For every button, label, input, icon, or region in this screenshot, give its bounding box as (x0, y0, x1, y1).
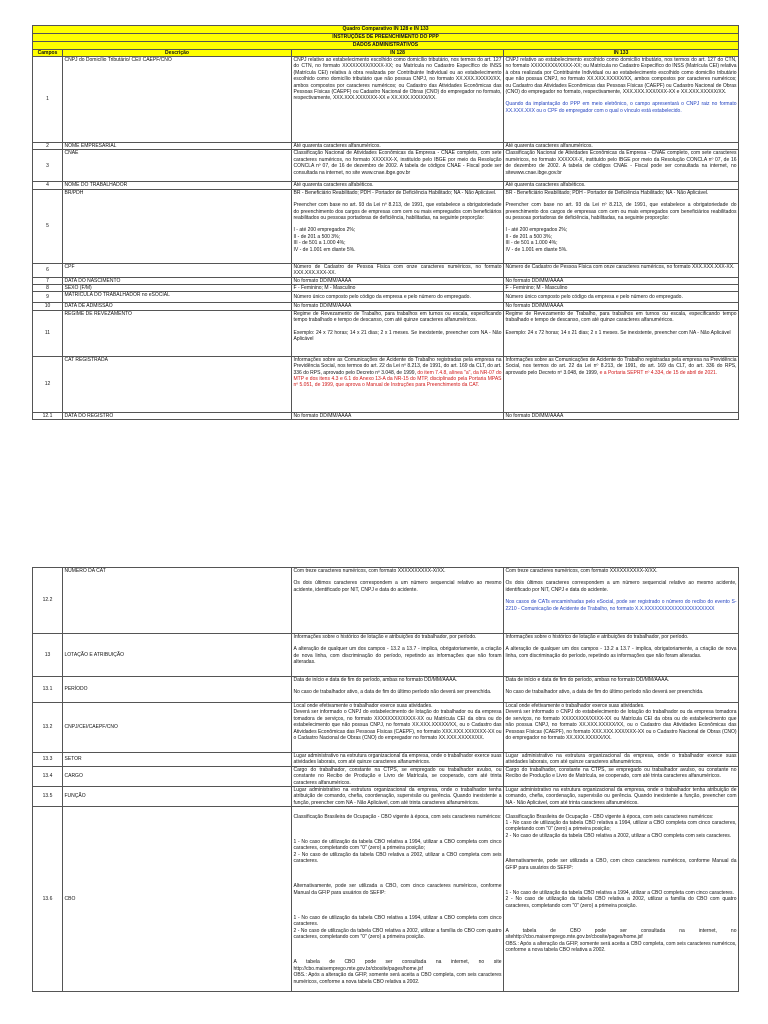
in133-text: Os dois últimos caracteres correspondem a um número sequencial relativo ao mesmo acidente, identificado por NIT, CNPJ e data do acidente. (505, 580, 737, 593)
in128-text: Classificação Nacional de Atividades Econômicas da Empresa - CNAE completo, com sete caracteres numéricos, no formato XXXXXX-X, instituído pelo IBGE por meio da Resolução CONCLA nº 07, de 16 de dezembro de 2002. A tabela de códigos CNAE - Fiscal pode ser consultada na internet, no site www.cnae.ibge.gov.br (292, 150, 504, 182)
campo-number: 7 (33, 277, 63, 284)
campo-descricao: NÚMERO DA CAT (63, 568, 292, 634)
in128-text: No formato DD/MM/AAAA (292, 277, 504, 284)
campo-descricao: DATA DE ADMISSÃO (63, 303, 292, 310)
campo-descricao: CPF (63, 263, 292, 277)
list-item: II - de 201 a 500 3%; (505, 233, 552, 240)
in133-text: Alternativamente, pode ser utilizada a CBO, com cinco caracteres numéricos, conforme Manual da GFIP para usuários do SEFIP: (505, 858, 737, 871)
in133-cell (504, 677, 739, 703)
section-title: DADOS ADMINISTRATIVOS (33, 42, 739, 50)
campo-descricao: REGIME DE REVEZAMENTO (63, 310, 292, 356)
table-row (33, 412, 739, 419)
comparison-table-1 (32, 25, 739, 420)
in128-text: Classificação Brasileira de Ocupação - CBO vigente à época, com seis caracteres numéricos: (293, 813, 502, 820)
campo-descricao: NOME EMPRESARIAL (63, 143, 292, 150)
table-row (33, 356, 739, 412)
in133-cell (504, 189, 739, 263)
table-row (33, 285, 739, 292)
table-row (33, 182, 739, 189)
in133-cell (504, 57, 739, 143)
in128-text: Lugar administrativo na estrutura organizacional da empresa, onde o trabalhador tenha atribuição de comando, chefia, coordenação, supervisão ou gerência. Quando inexistente a função, preencher com NA - Não Aplicável, com até trinta caracteres alfanuméricos. (293, 787, 502, 806)
campo-number: 12.2 (33, 568, 63, 634)
in133-note-blue: Quando da implantação do PPP em meio eletrônico, o campo apresentará o CNPJ raiz no formato XX.XXX.XXX ou o CPF do empregador com o qual o vínculo está estabelecido. (505, 101, 737, 114)
table-row (33, 807, 739, 992)
in128-text: Lugar administrativo na estrutura organizacional da empresa, onde o trabalhador exerce suas atividades laborais, com até quinze caracteres alfanuméricos. (293, 753, 502, 766)
campo-number: 13 (33, 634, 63, 677)
col-header-in128: IN 128 (292, 50, 504, 57)
campo-descricao: CNPJ do Domicílio Tributário/ CEI/ CAEPF/CNO (63, 57, 292, 143)
in133-text: F - Feminino; M - Masculino (504, 285, 739, 292)
in133-text: CNPJ relativo ao estabelecimento escolhido como domicílio tributário, nos termos do art. 127 do CTN, no formato XXXXXXXX/XXXX-XX; ou Matrícula no Cadastro Específico do INSS (Matrícula CEI) relativa à obra realizada por Contribuinte Individual ou ao estabelecimento escolhido como domicílio tributário que não possua CNPJ, no formato XX.XXX.XXXXX/XX, ambos compostos por caracteres numéricos; ou Cadastro das Atividades Econômicas das Pessoas Físicas (CAEPF) ou Cadastro Nacional de Obras (CNO) do empregador no formato, respectivamente, XXX.XXX.XXX/XXX-XX e XX.XXX.XXXXX/XX. (505, 57, 737, 96)
table-row (33, 143, 739, 150)
in128-text: A alteração de qualquer um dos campos - 13.2 a 13.7 - implica, obrigatoriamente, a criação de nova linha, com discriminação do período, repetindo as informações que não foram alteradas. (293, 646, 502, 666)
in128-text: Com treze caracteres numéricos, com formato XXXXXXXXXX-X/XX. (293, 568, 446, 574)
in133-red-text: e a Portaria SEPRT nº 4.334, de 15 de abril de 2021. (598, 369, 718, 376)
in128-text: Até quarenta caracteres alfanuméricos. (292, 143, 504, 150)
in133-note-blue: Nos casos de CATs encaminhadas pelo eSocial, pode ser registrado o número do recibo do evento S-2210 - Comunicação de Acidente de Trabalho, no formato X.X.XXXXXXXXXXXXXXXXXXXXX (505, 599, 737, 612)
in133-text: A alteração de qualquer um dos campos - 13.2 a 13.7 - implica, obrigatoriamente, a criação de nova linha, com discriminação do período, repetindo as informações que não foram alteradas. (505, 646, 737, 659)
in128-red-text: do item 7.4.8, alínea "a", da NR-07 do MTP e dos itens 4.3 e 6.1 do Anexo 13-A da NR-15 do MTP, disciplinado pela Portaria MPAS nº 5.051, de 1999, que aprova o Manual de Instruções para Preenchimento da CAT. (293, 369, 502, 389)
in133-text: No caso de trabalhador ativo, a data de fim do último período não deverá ser preenchida. (505, 689, 704, 696)
in128-text: Regime de Revezamento de Trabalho, para trabalhos em turnos ou escala, especificando tempo trabalhado e tempo de descanso, com até quinze caracteres alfanuméricos. (293, 310, 502, 324)
in133-text: Classificação Nacional de Atividades Econômicas da Empresa - CNAE completo, com sete caracteres numéricos, no formato XXXXXX-X, instituído pelo IBGE por meio da Resolução CONCLA nº 07, de 16 de dezembro de 2002. A tabela de códigos CNAE - Fiscal pode ser consultada na internet, no sitewww.cnae.ibge.gov.br (504, 150, 739, 182)
table-row (33, 677, 739, 703)
campo-number: 12.1 (33, 412, 63, 419)
campo-descricao: DATA DO NASCIMENTO (63, 277, 292, 284)
in128-cell (292, 634, 504, 677)
in128-text: Número de Cadastro de Pessoa Física com onze caracteres numéricos, no formato XXX.XXX.XXX-XX. (293, 263, 502, 277)
campo-number: 13.1 (33, 677, 63, 703)
table-subtitle: INSTRUÇÕES DE PREENCHIMENTO DO PPP (33, 34, 739, 42)
table-row (33, 263, 739, 277)
in128-text: Data de início e data de fim do período, ambas no formato DD/MM/AAAA. (293, 677, 458, 683)
page-1 (32, 25, 738, 420)
col-header-in133: IN 133 (504, 50, 739, 57)
comparison-table-2 (32, 567, 739, 992)
in133-text: No formato DD/MM/AAAA (504, 277, 739, 284)
table-row (33, 189, 739, 263)
col-header-campos: Campos (33, 50, 63, 57)
campo-number: 13.2 (33, 703, 63, 753)
campo-number: 5 (33, 189, 63, 263)
campo-descricao: SETOR (63, 753, 292, 767)
in133-text: Informações sobre as Comunicações de Acidente do Trabalho registradas pela empresa na Previdência Social, nos termos do art. 22 da Lei nº 8.213, de 1991, do art. 169 da CLT, do art. 336 do RPS, aprovado pelo Decreto nº 3.048, de 1999, (505, 356, 737, 376)
in128-text: Cargo do trabalhador, constante na CTPS, se empregado ou trabalhador avulso, ou constante no Recibo de Produção e Livro de Matrícula, se cooperado, com até trinta caracteres alfanuméricos. (293, 766, 502, 786)
in133-text: Regime de Revezamento de Trabalho, para trabalhos em turnos ou escala, especificando tempo trabalhado e tempo de descanso, com até quinze caracteres alfanuméricos. (505, 310, 737, 324)
in133-cell (504, 356, 739, 412)
campo-number: 12 (33, 356, 63, 412)
in128-text: 1 - No caso de utilização da tabela CBO relativa a 1994, utilizar a CBO completa com cinco caracteres, completando com "0" (zero) a primeira posição; 2 - No caso de utilização da tabela CBO relativa a 2002, utilizar a CBO completa com seis caracteres. (293, 838, 502, 865)
in133-text: Número de Cadastro de Pessoa Física com onze caracteres numéricos, no formato XXX.XXX.XXX-XX. (504, 263, 739, 277)
in133-cell (504, 807, 739, 992)
in128-text: Número único composto pelo código da empresa e pelo número do empregado. (292, 292, 504, 303)
in128-text: F - Feminino; M - Masculino (292, 285, 504, 292)
campo-descricao: FUNÇÃO (63, 787, 292, 807)
in133-text: Com treze caracteres numéricos, com formato XXXXXXXXXX-X/XX. (505, 568, 658, 574)
campo-number: 13.4 (33, 766, 63, 786)
in128-text: 1 - No caso de utilização da tabela CBO relativa a 1994, utilizar a CBO completa com cinco caracteres. 2 - No caso de utilização da tabela CBO relativa a 2002, utilizar a família do CBO com quatro caracteres, completando com "0" (zero) a primeira posição. (293, 914, 502, 941)
campo-number: 13.5 (33, 787, 63, 807)
campo-descricao: NOME DO TRABALHADOR (63, 182, 292, 189)
table-row (33, 310, 739, 356)
in128-text: Até quarenta caracteres alfabéticos. (292, 182, 504, 189)
in128-cell (292, 189, 504, 263)
in128-text: BR - Beneficiário Reabilitado; PDH - Portador de Deficiência Habilitado; NA - Não Aplicável. (293, 189, 497, 196)
in133-text: Informações sobre o histórico de lotação e atribuições do trabalhador, por período. (505, 634, 689, 640)
table-row (33, 703, 739, 753)
in128-text: A tabela de CBO pode ser consultada na internet, no site http://cbo.maisemprego.mte.gov.br/cbosite/pages/home.jsf OBS.: Após a alteração da GFIP, somente será aceita a CBO completa, com seis caracteres numéricos, conforme a nova tabela CBO relativa a 2002. (293, 959, 502, 985)
in133-text: Até quarenta caracteres alfabéticos. (504, 182, 739, 189)
campo-descricao: MATRÍCULA DO TRABALHADOR no eSOCIAL (63, 292, 292, 303)
in128-cell (292, 568, 504, 634)
campo-descricao: CAT REGISTRADA (63, 356, 292, 412)
in128-text: Preencher com base no art. 93 da Lei nº 8.213, de 1991, que estabelece a obrigatoriedade do preenchimento dos cargos de empresas com cem ou mais empregados com beneficiários reabilitados ou pessoas portadoras de deficiência, habilitadas, na seguinte proporção: (293, 202, 502, 222)
in133-text: Local onde efetivamente o trabalhador exerce suas atividades. (505, 703, 645, 709)
in133-text: Preencher com base no art. 93 da Lei nº 8.213, de 1991, que estabelece a obrigatoriedade do preenchimento dos cargos de empresas com cem ou mais empregados com beneficiários reabilitados ou pessoas portadoras de deficiência, habilitadas, na seguinte proporção: (505, 202, 737, 222)
campo-number: 9 (33, 292, 63, 303)
campo-descricao: CNAE (63, 150, 292, 182)
campo-number: 11 (33, 310, 63, 356)
campo-number: 6 (33, 263, 63, 277)
campo-descricao: DATA DO REGISTRO (63, 412, 292, 419)
in128-cell (292, 703, 504, 753)
table-title: Quadro Comparativo IN 128 e IN 133 (33, 26, 739, 34)
campo-descricao: PERÍODO (63, 677, 292, 703)
campo-number: 13.6 (33, 807, 63, 992)
list-item: II - de 201 a 500 3%; (293, 233, 340, 240)
in128-text: No caso de trabalhador ativo, a data de fim do último período não deverá ser preenchida. (293, 689, 492, 696)
list-item: I - até 200 empregados 2%; (505, 227, 568, 234)
table-row (33, 766, 739, 786)
in133-cell (504, 310, 739, 356)
campo-descricao: LOTAÇÃO E ATRIBUIÇÃO (63, 634, 292, 677)
table-row (33, 57, 739, 143)
in133-text: Até quarenta caracteres alfanuméricos. (504, 143, 739, 150)
campo-number: 3 (33, 150, 63, 182)
in128-text: Deverá ser informado o CNPJ do estabelecimento de lotação do trabalhador ou da empresa tomadora de serviços, no formato XXXXXXXX/XXXX-XX ou Matrícula CEI da obra ou do estabelecimento que não possua CNPJ, no formato XX.XXX.XXXXX/XX, ou o Cadastro das Atividades Econômicas das Pessoas Físicas (CAEPF), no formato XXX.XXX.XXX/XXX-XX ou o Cadastro Nacional de Obras (CNO) do empregador no formato XX.XXX.XXXXX/XX. (293, 709, 502, 742)
col-header-descricao: Descrição (63, 50, 292, 57)
in133-cell (504, 703, 739, 753)
campo-number: 13.3 (33, 753, 63, 767)
in133-text: Lugar administrativo na estrutura organizacional da empresa, onde o trabalhador tenha atribuição de comando, chefia, coordenação, supervisão ou gerência. Quando inexistente a função, preencher com NA - Não Aplicável, com até trinta caracteres alfanuméricos. (505, 787, 737, 806)
table-row (33, 753, 739, 767)
in128-text: Alternativamente, pode ser utilizada a CBO, com cinco caracteres numéricos, conforme Manual da GFIP para usuários do SEFIP: (293, 883, 502, 896)
in133-text: Exemplo: 24 x 72 horas; 14 x 21 dias; 2 x 1 meses. Se inexistente, preencher com NA - Não Aplicável (505, 329, 731, 336)
list-item: IV - de 1.001 em diante 5%. (293, 246, 356, 253)
in133-text: No formato DD/MM/AAAA (504, 303, 739, 310)
table-row (33, 292, 739, 303)
in133-text: BR - Beneficiário Reabilitado; PDH - Portador de Deficiência Habilitado; NA - Não Aplicável. (505, 189, 709, 196)
in128-text: CNPJ relativo ao estabelecimento escolhido como domicílio tributário, nos termos do art. 127 do CTN, no formato XXXXXXXX/XXXX-XX; ou Matrícula no Cadastro Específico do INSS (Matrícula CEI) relativa à obra realizada por Contribuinte Individual ou ao estabelecimento escolhido como domicílio tributário que não possua CNPJ, no formato XX.XXX.XXXXX/XX, ambos compostos por caracteres numéricos; ou Cadastro das Atividades Econômicas das Pessoas Físicas (CAEPF) ou Cadastro Nacional de Obras (CNO) do empregador no formato, respectivamente, XXX.XXX.XXX/XXX-XX e XX.XXX.XXXXX/XX. (292, 57, 504, 143)
in133-cell (504, 568, 739, 634)
in128-cell (292, 807, 504, 992)
table-row (33, 277, 739, 284)
in128-text: Informações sobre o histórico de lotação e atribuições do trabalhador, por período. (293, 634, 477, 640)
campo-number: 10 (33, 303, 63, 310)
campo-descricao: BR/PDH (63, 189, 292, 263)
table-row (33, 303, 739, 310)
campo-descricao: SEXO (F/M) (63, 285, 292, 292)
in133-text: Deverá ser informado o CNPJ do estabelecimento de lotação do trabalhador ou da empresa tomadora de serviços, no formato XXXXXXXX/XXXX-XX ou Matrícula CEI da obra ou do estabelecimento que não possua CNPJ, no formato XX.XXX.XXXXX/XX, ou o Cadastro das Atividades Econômicas das Pessoas Físicas (CAEPF), no formato XXX.XXX.XXX/XXX-XX ou o Cadastro Nacional de Obras (CNO) do empregador no formato XX.XXX.XXXXX/XX. (505, 709, 737, 742)
list-item: III - de 501 a 1.000 4%; (505, 240, 558, 247)
in128-cell (292, 356, 504, 412)
campo-number: 1 (33, 57, 63, 143)
in133-text: Número único composto pelo código da empresa e pelo número do empregado. (504, 292, 739, 303)
campo-number: 2 (33, 143, 63, 150)
in133-text: Data de início e data de fim do período, ambas no formato DD/MM/AAAA. (505, 677, 670, 683)
in128-cell (292, 677, 504, 703)
campo-descricao: CNPJ/CEI/CAEPF/CNO (63, 703, 292, 753)
table-row (33, 634, 739, 677)
in128-cell (292, 310, 504, 356)
in128-text: Local onde efetivamente o trabalhador exerce suas atividades. (293, 703, 433, 709)
in133-text: Classificação Brasileira de Ocupação - CBO vigente à época, com seis caracteres numéricos: 1 - No caso de utilização da tabela CBO relativa a 1994, utilizar a CBO completa com cinco caracteres, completando com "0" (zero) a primeira posição; 2 - No caso de utilização da tabela CBO relativa a 2002, utilizar a CBO completa com seis caracteres. (505, 813, 737, 839)
campo-number: 4 (33, 182, 63, 189)
in128-text: No formato DD/MM/AAAA (292, 412, 504, 419)
table-row (33, 568, 739, 634)
in133-cell (504, 634, 739, 677)
campo-descricao: CBO (63, 807, 292, 992)
table-row (33, 787, 739, 807)
list-item: I - até 200 empregados 2%; (293, 227, 356, 234)
campo-descricao: CARGO (63, 766, 292, 786)
in133-text: No formato DD/MM/AAAA (504, 412, 739, 419)
in133-text: 1 - No caso de utilização da tabela CBO relativa a 1994, utilizar a CBO completa com cinco caracteres. 2 - No caso de utilização da tabela CBO relativa a 2002, utilizar a família do CBO com quatro caracteres, completando com "0" (zero) a primeira posição. (505, 889, 737, 909)
in128-text: Exemplo: 24 x 72 horas; 14 x 21 dias; 2 x 1 meses. Se inexistente, preencher com NA - Não Aplicável (293, 329, 502, 343)
in133-text: A tabela de CBO pode ser consultada na internet, no sitehttp://cbo.maisemprego.mte.gov.br/cbosite/pages/home.jsf OBS.: Após a alteração da GFIP, somente será aceita a CBO completa, com seis caracteres numéricos, conforme a nova tabela CBO relativa a 2002. (505, 927, 737, 953)
list-item: IV - de 1.001 em diante 5%. (505, 246, 568, 253)
in128-text: No formato DD/MM/AAAA (292, 303, 504, 310)
in128-text: Informações sobre as Comunicações de Acidente do Trabalho registradas pela empresa na Previdência Social, nos termos do art. 22 da Lei nº 8.213, de 1991, do art. 169 da CLT, do art. 336 do RPS, aprovado pelo Decreto nº 3.048, de 1999, (293, 356, 502, 376)
campo-number: 8 (33, 285, 63, 292)
in128-text: Os dois últimos caracteres correspondem a um número sequencial relativo ao mesmo acidente, identificado por NIT, CNPJ e data do acidente. (293, 580, 502, 593)
page-2 (32, 567, 738, 992)
table-row (33, 150, 739, 182)
in133-text: Cargo do trabalhador, constante na CTPS, se empregado ou trabalhador avulso, ou constante no Recibo de Produção e Livro de Matrícula, se cooperado, com até trinta caracteres alfanuméricos. (504, 766, 739, 786)
in133-text: Lugar administrativo na estrutura organizacional da empresa, onde o trabalhador exerce suas atividades laborais, com até quinze caracteres alfanuméricos. (505, 753, 737, 766)
list-item: III - de 501 a 1.000 4%; (293, 240, 346, 247)
